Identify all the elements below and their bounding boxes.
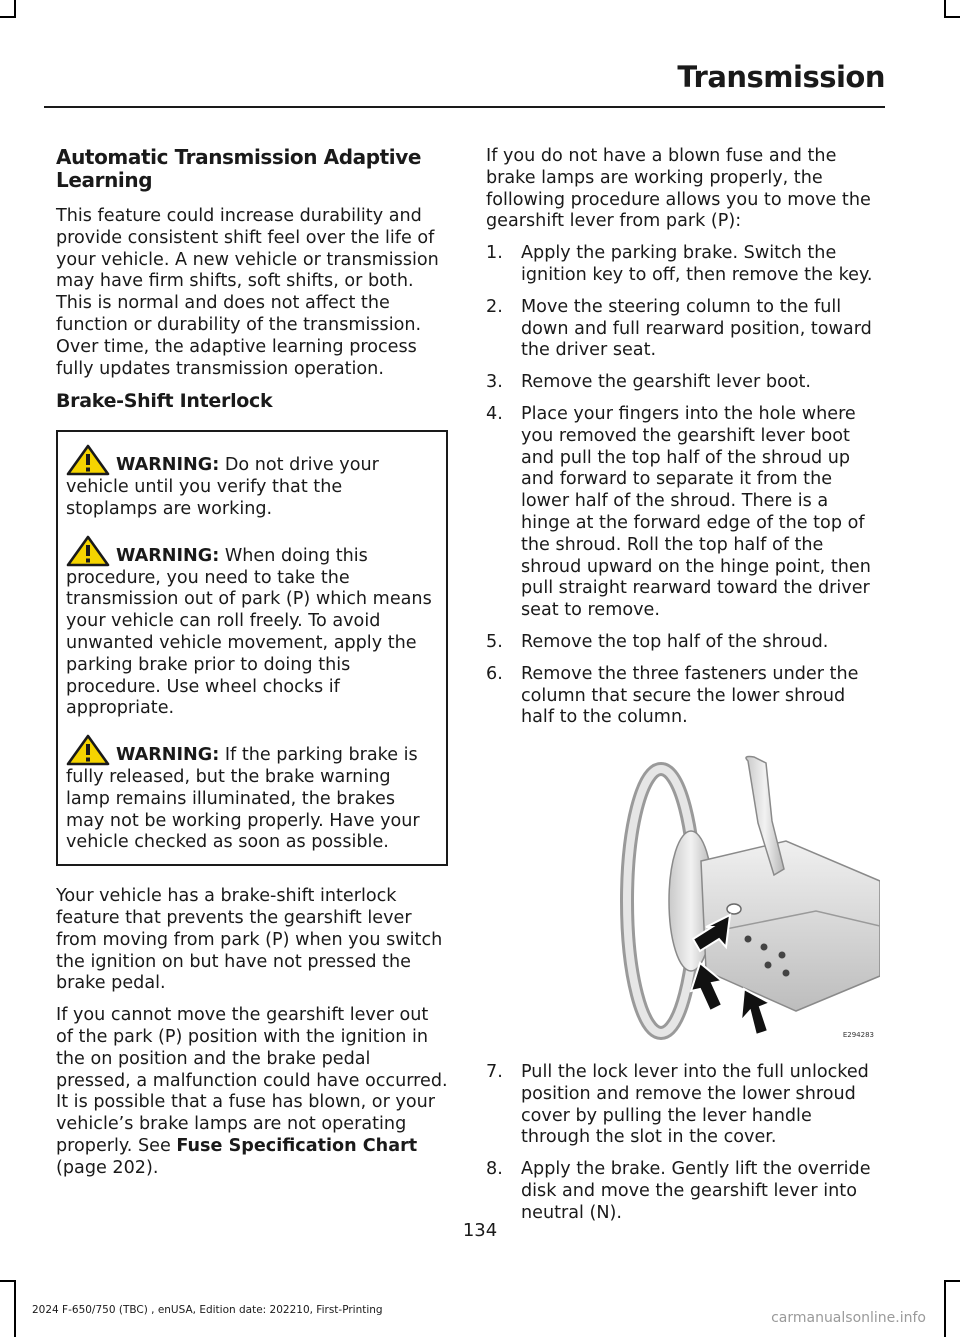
footer-edition-info: 2024 F-650/750 (TBC) , enUSA, Edition date: 202210, First-Printing xyxy=(32,1304,383,1316)
crop-mark xyxy=(944,1280,946,1337)
step-number: 3. xyxy=(486,372,503,393)
right-column xyxy=(486,146,880,1235)
list-item xyxy=(486,243,880,287)
left-column xyxy=(56,146,448,1189)
step-number: 8. xyxy=(486,1159,503,1180)
warning-text: If the parking brake is fully released, but the brake warning lamp remains illuminated, the brakes may not be working properly. Have your vehicle checked as soon as possible. xyxy=(66,745,420,853)
warning-box xyxy=(56,430,448,866)
list-item xyxy=(486,404,880,622)
list-item xyxy=(486,1062,880,1149)
step-text: Move the steering column to the full down and full rearward position, toward the driver seat. xyxy=(521,296,872,361)
figure-code: E294283 xyxy=(842,1031,874,1040)
step-text: Remove the gearshift lever boot. xyxy=(521,372,812,393)
page-title: Transmission xyxy=(677,60,885,94)
crop-mark xyxy=(944,16,960,18)
step-number: 7. xyxy=(486,1061,503,1082)
page-reference: (page 202). xyxy=(56,1157,159,1178)
step-number: 2. xyxy=(486,296,503,317)
malfunction-paragraph xyxy=(56,1005,448,1179)
step-number: 6. xyxy=(486,663,503,684)
steering-column-fasteners-illustration xyxy=(486,751,880,1041)
warning-label: WARNING: xyxy=(116,455,220,476)
section-heading-brake-shift-interlock: Brake-Shift Interlock xyxy=(56,390,273,413)
step-number: 4. xyxy=(486,403,503,424)
list-item xyxy=(486,664,880,729)
warning-triangle-icon xyxy=(66,444,110,476)
warning-triangle-icon xyxy=(66,734,110,766)
step-number: 1. xyxy=(486,243,503,264)
watermark: carmanualsonline.info xyxy=(771,1310,926,1326)
warning-label: WARNING: xyxy=(116,745,220,766)
page-number: 134 xyxy=(462,1220,498,1241)
crop-mark xyxy=(0,1280,16,1282)
adaptive-learning-paragraph: This feature could increase durability and provide consistent shift feel over the life of your vehicle. A new vehicle or transmission may have firm shifts, soft shifts, or both. This is normal and does not affect the function or durability of the transmission. Over time, the adaptive learning process fully updates transmission operation. xyxy=(56,206,439,379)
step-text: Remove the three fasteners under the column that secure the lower shroud half to the column. xyxy=(521,663,859,728)
step-text: Place your fingers into the hole where you removed the gearshift lever boot and pull the top half of the shroud up and forward to separate it from the lower half of the shroud. There is a hinge at the forward edge of the top of the shroud. Roll the top half of the shroud upward on the hinge point, then pull straight rearward toward the driver seat to remove. xyxy=(521,403,871,621)
list-item xyxy=(486,372,880,394)
step-text: Pull the lock lever into the full unlocked position and remove the lower shroud cover by pulling the lever handle through the slot in the cover. xyxy=(521,1061,869,1148)
crop-mark xyxy=(14,1280,16,1337)
section-heading-adaptive-learning: Automatic Transmission Adaptive Learning xyxy=(56,145,422,192)
warning-text: Do not drive your vehicle until you verify that the stoplamps are working. xyxy=(66,455,379,519)
warning-item xyxy=(66,535,438,720)
warning-label: WARNING: xyxy=(116,545,220,566)
procedure-steps xyxy=(486,243,880,729)
procedure-steps-continued xyxy=(486,1062,880,1225)
warning-item xyxy=(66,734,438,854)
warning-triangle-icon xyxy=(66,535,110,567)
malfunction-text: If you cannot move the gearshift lever out of the park (P) position with the ignition in the on position and the brake pedal pressed, a malfunction could have occurred. It is possible that a fuse has blown, or your vehicle’s brake lamps are not operating properly. See xyxy=(56,1005,448,1156)
header-divider xyxy=(44,106,885,108)
list-item xyxy=(486,297,880,362)
step-text: Apply the brake. Gently lift the override disk and move the gearshift lever into neutral (N). xyxy=(521,1159,871,1223)
step-number: 5. xyxy=(486,631,503,652)
interlock-description-paragraph: Your vehicle has a brake-shift interlock feature that prevents the gearshift lever from moving from park (P) when you switch the ignition on but have not pressed the brake pedal. xyxy=(56,886,443,994)
step-text: Apply the parking brake. Switch the ignition key to off, then remove the key. xyxy=(521,243,873,285)
list-item xyxy=(486,1159,880,1224)
warning-text: When doing this procedure, you need to take the transmission out of park (P) which means your vehicle can roll freely. To avoid unwanted vehicle movement, apply the parking brake prior to doing this procedure. Use wheel chocks if appropriate. xyxy=(66,545,432,719)
crop-mark xyxy=(944,1280,960,1282)
warning-item xyxy=(66,444,438,520)
procedure-intro: If you do not have a blown fuse and the brake lamps are working properly, the following procedure allows you to move the gearshift lever from park (P): xyxy=(486,146,871,232)
fuse-chart-link[interactable]: Fuse Specification Chart xyxy=(176,1135,418,1156)
crop-mark xyxy=(0,16,16,18)
step-text: Remove the top half of the shroud. xyxy=(521,631,829,652)
list-item xyxy=(486,632,880,654)
